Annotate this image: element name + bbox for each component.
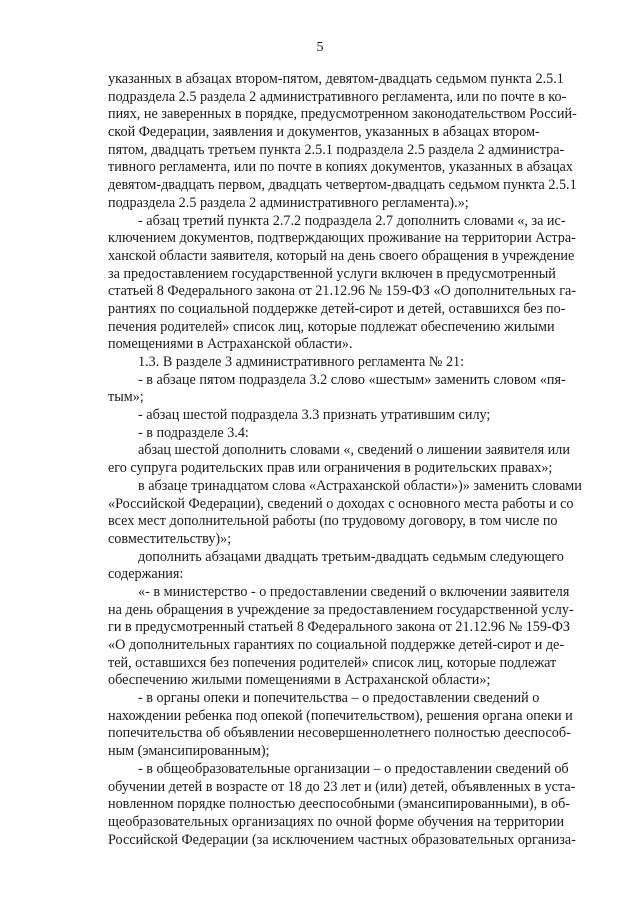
text-line: - абзац третий пункта 2.7.2 подраздела 2.7 дополнить словами «, за ис- <box>138 212 566 229</box>
text-line: подраздела 2.5 раздела 2 административного регламента).»; <box>108 194 469 211</box>
text-line: ханской области заявителя, который на день своего обращения в учреждение <box>108 247 575 264</box>
page-number: 5 <box>316 40 324 55</box>
text-line: нахождении ребенка под опекой (попечительством), решения органа опеки и <box>108 707 573 724</box>
text-line: «- в министерство - о предоставлении сведений о включении заявителя <box>138 583 570 600</box>
text-line: дополнить абзацами двадцать третьим-двадцать седьмым следующего <box>138 548 564 565</box>
text-line: статьей 8 Федерального закона от 21.12.96 № 159-ФЗ «О дополнительных га- <box>108 283 577 300</box>
text-line: за предоставлением государственной услуги включен в предусмотренный <box>108 265 556 282</box>
text-line: пятом, двадцать третьем пункта 2.5.1 подраздела 2.5 раздела 2 администра- <box>108 141 565 158</box>
text-line: новленном порядке полностью дееспособными (эмансипированными), в об- <box>108 796 571 813</box>
text-line: девятом-двадцать первом, двадцать четвертом-двадцать седьмом пункта 2.5.1 <box>108 177 577 194</box>
text-line: обучении детей в возрасте от 18 до 23 лет и (или) детей, объявленных в уста- <box>108 778 576 795</box>
text-line: обеспечению жилыми помещениями в Астраханской области»; <box>108 672 491 689</box>
text-line: рантиях по социальной поддержке детей-сирот и детей, оставшихся без по- <box>108 300 566 317</box>
text-line: на день обращения в учреждение за предоставлением государственной услу- <box>108 601 574 618</box>
text-line: ги в предусмотренный статьей 8 Федерального закона от 21.12.96 № 159-ФЗ <box>108 619 571 636</box>
text-line: помещениями в Астраханской области». <box>108 336 353 353</box>
text-line: всех мест дополнительной работы (по трудовому договору, в том числе по <box>108 513 558 530</box>
text-line: ным (эмансипированным); <box>108 743 270 760</box>
text-line: - в органы опеки и попечительства – о предоставлении сведений о <box>138 690 540 707</box>
text-line: 1.3. В разделе 3 административного регламента № 21: <box>138 354 465 370</box>
text-line: Российской Федерации (за исключением частных образовательных организа- <box>108 831 576 848</box>
text-line: «Российской Федерации), сведений о доходах с основного места работы и со <box>108 495 574 512</box>
text-line: ской Федерации, заявления и документов, указанных в абзацах втором- <box>108 124 540 141</box>
text-line: - в подразделе 3.4: <box>138 424 249 441</box>
text-line: ключением документов, подтверждающих проживание на территории Астра- <box>108 230 576 247</box>
text-line: - абзац шестой подраздела 3.3 признать утратившим силу; <box>138 407 491 424</box>
text-line: щеобразовательных организациях по очной форме обучения на территории <box>108 813 565 830</box>
text-line: тей, оставшихся без попечения родителей» список лиц, которые подлежат <box>108 654 557 671</box>
text-line: подраздела 2.5 раздела 2 административного регламента, или по почте в ко- <box>108 88 567 105</box>
text-line: указанных в абзацах втором-пятом, девятом-двадцать седьмом пункта 2.5.1 <box>108 71 564 87</box>
text-line: совместительству)»; <box>108 530 232 547</box>
text-line: тым»; <box>108 389 144 406</box>
text-line: - в абзаце пятом подраздела 3.2 слово «шестым» заменить словом «пя- <box>138 371 566 388</box>
document-body <box>108 71 582 849</box>
text-line: попечительства об объявлении несовершеннолетнего полностью дееспособ- <box>108 725 571 742</box>
text-line: печения родителей» список лиц, которые подлежат обеспечению жилыми <box>108 318 555 335</box>
text-line: «О дополнительных гарантиях по социальной поддержке детей-сирот и де- <box>108 637 565 653</box>
text-line: пиях, не заверенных в порядке, предусмотренном законодательством Россий- <box>108 106 577 123</box>
text-line: в абзаце тринадцатом слова «Астраханской области»)» заменить словами <box>138 477 582 494</box>
text-line: содержания: <box>108 566 184 583</box>
text-line: абзац шестой дополнить словами «, сведений о лишении заявителя или <box>138 442 570 459</box>
text-line: - в общеобразовательные организации – о предоставлении сведений об <box>138 760 569 777</box>
text-line: тивного регламента, или по почте в копиях документов, указанных в абзацах <box>108 159 573 176</box>
text-line: его супруга родительских прав или ограничения в родительских правах»; <box>108 460 553 477</box>
